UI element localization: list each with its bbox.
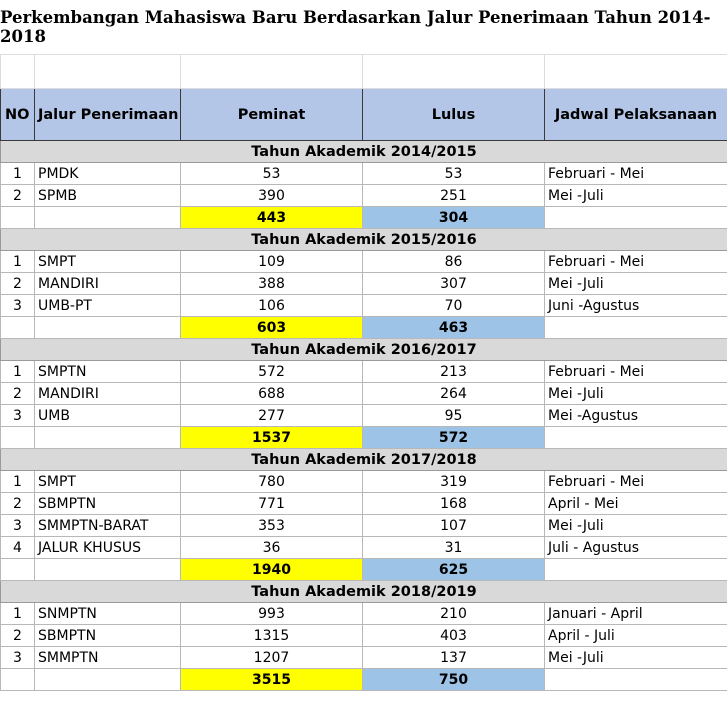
total-empty-jadwal [545, 427, 727, 449]
cell-jalur: UMB-PT [35, 295, 181, 317]
total-lulus: 625 [363, 559, 545, 581]
cell-no: 1 [1, 163, 35, 185]
cell-lulus: 403 [363, 625, 545, 647]
total-lulus: 572 [363, 427, 545, 449]
cell-jalur: JALUR KHUSUS [35, 537, 181, 559]
data-table [0, 54, 727, 691]
year-row [1, 229, 727, 251]
cell-peminat: 1315 [181, 625, 363, 647]
cell-jadwal: Februari - Mei [545, 471, 727, 493]
table-row [1, 361, 727, 383]
total-empty-no [1, 669, 35, 691]
cell-peminat: 36 [181, 537, 363, 559]
cell-lulus: 95 [363, 405, 545, 427]
cell-no: 4 [1, 537, 35, 559]
table-row [1, 405, 727, 427]
cell-no: 1 [1, 603, 35, 625]
total-empty-no [1, 427, 35, 449]
table-row [1, 251, 727, 273]
total-row [1, 317, 727, 339]
cell-no: 3 [1, 405, 35, 427]
total-lulus: 463 [363, 317, 545, 339]
total-row [1, 559, 727, 581]
table-row [1, 471, 727, 493]
year-label: Tahun Akademik 2018/2019 [1, 581, 727, 603]
cell-jalur: SNMPTN [35, 603, 181, 625]
total-lulus: 304 [363, 207, 545, 229]
cell-jalur: MANDIRI [35, 383, 181, 405]
total-row [1, 427, 727, 449]
total-empty-no [1, 317, 35, 339]
cell-no: 3 [1, 515, 35, 537]
header-row [1, 89, 727, 141]
table-row [1, 163, 727, 185]
cell-jalur: SMPT [35, 251, 181, 273]
cell-jadwal: April - Juli [545, 625, 727, 647]
table-row [1, 625, 727, 647]
cell-lulus: 137 [363, 647, 545, 669]
cell-lulus: 107 [363, 515, 545, 537]
cell-lulus: 70 [363, 295, 545, 317]
cell-lulus: 168 [363, 493, 545, 515]
cell-no: 2 [1, 493, 35, 515]
total-empty-jadwal [545, 207, 727, 229]
cell-jalur: SMMPTN-BARAT [35, 515, 181, 537]
cell-lulus: 213 [363, 361, 545, 383]
header-jalur: Jalur Penerimaan [35, 89, 181, 141]
sheet-title: Perkembangan Mahasiswa Baru Berdasarkan Jalur Penerimaan Tahun 2014-2018 [0, 0, 727, 55]
table-body [1, 55, 727, 691]
total-row [1, 669, 727, 691]
total-empty-jalur [35, 669, 181, 691]
cell-jadwal: Mei -Juli [545, 383, 727, 405]
cell-jalur: SMMPTN [35, 647, 181, 669]
cell-peminat: 780 [181, 471, 363, 493]
cell-jalur: MANDIRI [35, 273, 181, 295]
cell-jadwal: Februari - Mei [545, 361, 727, 383]
cell-no: 2 [1, 273, 35, 295]
cell-jalur: SBMPTN [35, 625, 181, 647]
cell-lulus: 319 [363, 471, 545, 493]
header-peminat: Peminat [181, 89, 363, 141]
cell-lulus: 53 [363, 163, 545, 185]
year-row [1, 141, 727, 163]
cell-jadwal: Juli - Agustus [545, 537, 727, 559]
table-row [1, 493, 727, 515]
cell-jadwal: Mei -Juli [545, 515, 727, 537]
cell-jalur: UMB [35, 405, 181, 427]
cell-jadwal: Mei -Agustus [545, 405, 727, 427]
cell-no: 1 [1, 361, 35, 383]
cell-peminat: 572 [181, 361, 363, 383]
total-peminat: 3515 [181, 669, 363, 691]
total-peminat: 603 [181, 317, 363, 339]
cell-lulus: 31 [363, 537, 545, 559]
cell-peminat: 1207 [181, 647, 363, 669]
year-label: Tahun Akademik 2016/2017 [1, 339, 727, 361]
cell-lulus: 307 [363, 273, 545, 295]
table-row [1, 273, 727, 295]
cell-peminat: 109 [181, 251, 363, 273]
total-empty-jalur [35, 317, 181, 339]
table-row [1, 185, 727, 207]
table-row [1, 647, 727, 669]
cell-peminat: 53 [181, 163, 363, 185]
total-empty-no [1, 559, 35, 581]
year-label: Tahun Akademik 2014/2015 [1, 141, 727, 163]
cell-no: 2 [1, 185, 35, 207]
total-empty-jadwal [545, 559, 727, 581]
cell-no: 3 [1, 647, 35, 669]
total-lulus: 750 [363, 669, 545, 691]
total-peminat: 1537 [181, 427, 363, 449]
total-empty-jadwal [545, 669, 727, 691]
cell-jadwal: April - Mei [545, 493, 727, 515]
table-row [1, 603, 727, 625]
cell-lulus: 210 [363, 603, 545, 625]
year-row [1, 339, 727, 361]
table-row [1, 383, 727, 405]
table-row [1, 515, 727, 537]
cell-peminat: 353 [181, 515, 363, 537]
table-row [1, 537, 727, 559]
year-row [1, 449, 727, 471]
cell-lulus: 86 [363, 251, 545, 273]
cell-jalur: SPMB [35, 185, 181, 207]
cell-peminat: 688 [181, 383, 363, 405]
total-empty-jalur [35, 427, 181, 449]
cell-jadwal: Februari - Mei [545, 251, 727, 273]
total-peminat: 1940 [181, 559, 363, 581]
cell-jadwal: Februari - Mei [545, 163, 727, 185]
table-row [1, 295, 727, 317]
year-label: Tahun Akademik 2017/2018 [1, 449, 727, 471]
cell-jalur: SMPTN [35, 361, 181, 383]
header-no: NO [1, 89, 35, 141]
cell-peminat: 388 [181, 273, 363, 295]
header-lulus: Lulus [363, 89, 545, 141]
total-peminat: 443 [181, 207, 363, 229]
cell-peminat: 771 [181, 493, 363, 515]
cell-peminat: 277 [181, 405, 363, 427]
total-empty-jalur [35, 559, 181, 581]
cell-lulus: 264 [363, 383, 545, 405]
year-row [1, 581, 727, 603]
cell-peminat: 390 [181, 185, 363, 207]
header-jadwal: Jadwal Pelaksanaan [545, 89, 727, 141]
cell-no: 1 [1, 251, 35, 273]
cell-peminat: 993 [181, 603, 363, 625]
cell-jalur: SBMPTN [35, 493, 181, 515]
blank-row [1, 55, 727, 89]
cell-jadwal: Januari - April [545, 603, 727, 625]
cell-lulus: 251 [363, 185, 545, 207]
cell-no: 3 [1, 295, 35, 317]
cell-peminat: 106 [181, 295, 363, 317]
total-empty-jadwal [545, 317, 727, 339]
cell-jadwal: Juni -Agustus [545, 295, 727, 317]
cell-no: 2 [1, 383, 35, 405]
cell-no: 1 [1, 471, 35, 493]
cell-jadwal: Mei -Juli [545, 185, 727, 207]
total-empty-no [1, 207, 35, 229]
cell-jadwal: Mei -Juli [545, 647, 727, 669]
total-row [1, 207, 727, 229]
cell-no: 2 [1, 625, 35, 647]
year-label: Tahun Akademik 2015/2016 [1, 229, 727, 251]
cell-jalur: PMDK [35, 163, 181, 185]
total-empty-jalur [35, 207, 181, 229]
cell-jalur: SMPT [35, 471, 181, 493]
cell-jadwal: Mei -Juli [545, 273, 727, 295]
